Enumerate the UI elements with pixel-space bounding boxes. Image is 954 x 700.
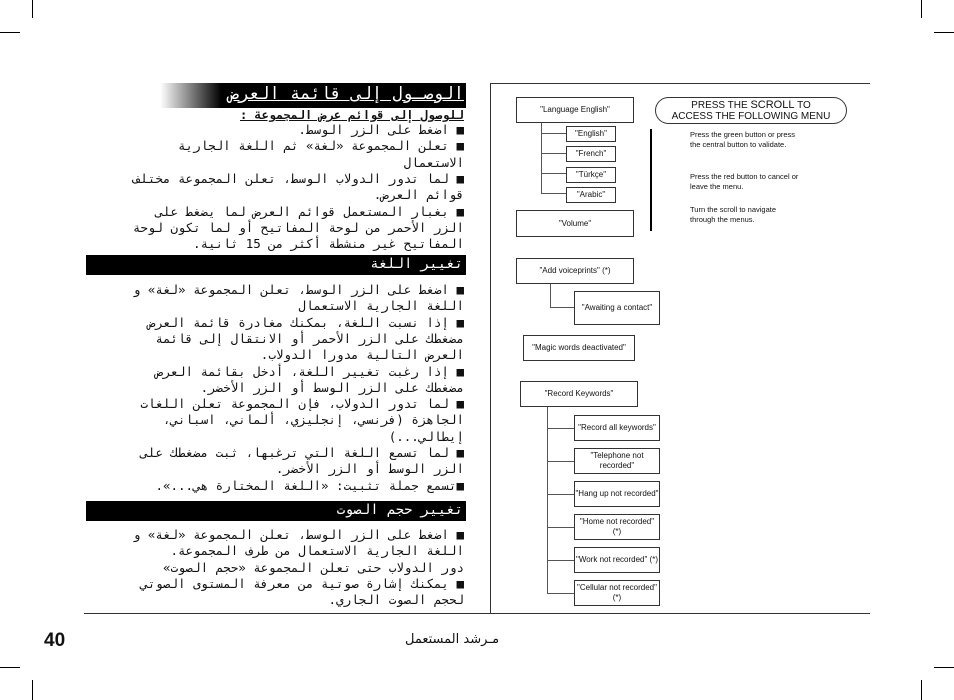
connector-line [547,560,574,561]
menu-box-add-voiceprints: "Add voiceprints" (*) [516,258,634,284]
menu-box-magic-words: "Magic words deactivated" [523,335,635,361]
text-line: قوائم العرض. [373,187,464,203]
text-line: العرض التالية مدورا الدولاب. [260,347,464,363]
access-subhead: للوصول إلى قوائم عرض المجموعة : [240,108,464,122]
connector-line [547,593,574,594]
text-line: اللغة الجارية الاستعمال [298,298,464,314]
record-option: "Record all keywords" [574,415,660,441]
instruction-marker [650,129,652,231]
text-line: ■ اضغط على الزر الوسط، تعلن المجموعة «لغة» و [132,282,464,297]
crop-mark [934,667,954,668]
text-line: ■ لما تدور الدولاب، فإن المجموعة تعلن اللغات [140,396,464,412]
crop-mark [32,0,33,18]
crop-mark [32,680,33,700]
text-line: إيطالي...) [388,428,464,444]
note-text: PRESS THE [691,99,751,111]
instruction-cancel: Press the red button to cancel or leave the menu. [690,172,799,191]
bottom-rule [84,613,870,614]
press-scroll-note [655,97,847,124]
instruction-validate: Press the green button or press the central button to validate. [690,130,796,149]
section-title: تغيير اللغة [370,256,463,272]
text-line: ■تسمع جملة تثبيت: «اللغة المختارة هي...». [155,477,464,493]
text-line: ■ اضغط على الزر الوسط، تعلن المجموعة «لغة» و [132,527,464,542]
connector-line [547,428,574,429]
connector-line [541,193,566,194]
text-line: مضغطك على الزر الوسط أو الزر الأخضر. [200,379,464,395]
text-line: ■ إذا نسبت اللغة، بمكنك مغادرة قائمة العرض [147,314,464,330]
menu-diagram [490,83,870,613]
text-line: الاستعمال [403,154,464,170]
record-option: "Work not recorded" (*) [574,547,660,573]
connector-line [547,494,574,495]
note-text-emph: SCROLL [750,98,795,111]
text-line: الجاهزة (فرنسي، إنجليزي، ألماني، اسباني، [162,412,464,428]
page-number: 40 [44,630,66,651]
main-heading-text: الوصـول إلى قائمة العرض [228,84,464,104]
menu-option-english: "English" [566,126,616,142]
text-line: ■ يمكنك إشارة صوتية من معرفة المستوى الصوتي [140,575,464,591]
menu-option-french: "French" [566,146,616,162]
section-heading-volume [86,501,466,521]
text-line: اللغة الجارية الاستعمال من طرف المجموعة. [170,543,464,559]
connector-line [550,307,574,308]
instruction-scroll: Turn the scroll to navigate through the menus. [690,205,777,224]
record-option: "Hang up not recorded" [574,481,660,507]
footer-title: مـرشد المستعمل [405,632,500,647]
connector-line [541,133,566,134]
text-line: ■ لما تسمع اللغة التي ترغبها، ثبت مضغطك على [140,445,464,460]
menu-option-awaiting-contact: "Awaiting a contact" [574,291,660,325]
connector-line [547,406,548,594]
connector-line [550,283,551,307]
text-line: الزر الأحمر من لوحة المفاتيح أو لما تكون لوحة [132,219,464,235]
text-line: الزر الوسط أو الزر الأخضر. [275,461,464,477]
connector-line [541,153,566,154]
crop-mark [0,667,20,668]
text-line: دور الدولاب حتى تعلن المجموعة «حجم الصوت» [162,559,464,575]
crop-mark [921,0,922,18]
crop-mark [934,32,954,33]
text-line: لحجم الصوت الجاري. [328,592,464,608]
connector-line [541,173,566,174]
record-option: "Telephone not recorded" [574,448,660,474]
menu-option-turkce: "Türkçe" [566,167,616,183]
section-title: تغيير حجم الصوت [336,502,463,518]
crop-mark [921,680,922,700]
text-line: المفاتيح غير منشطة أكثر من 15 ثانية. [193,236,464,252]
text-line: مضغطك على الزر الأحمر أو الانتقال إلى قائمة [155,330,464,346]
menu-box-record-keywords: "Record Keywords" [520,381,638,407]
text-line: ■ تعلن المجموعة «لغة» ثم اللغة الجارية [178,138,464,154]
connector-line [547,461,574,462]
menu-option-arabic: "Arabic" [566,187,616,203]
main-heading [84,83,466,108]
text-line: ■ بغبار المستعمل قوائم العرض لما يضغط على [155,203,464,219]
section-heading-language [86,255,466,275]
text-line: ■ إذا رغبت تغيير اللغة، أدخل بقائمة العرض [155,363,464,379]
text-line: ■ لما تدور الدولاب الوسط، تعلن المجموعة مختلف [132,170,464,186]
record-option: "Home not recorded" (*) [574,514,660,540]
connector-line [547,527,574,528]
record-option: "Cellular not recorded" (*) [574,580,660,606]
menu-box-language: "Language English" [516,97,634,123]
note-text: TO [794,99,811,111]
menu-box-volume: "Volume" [516,210,634,237]
note-text: ACCESS THE FOLLOWING MENU [671,110,831,122]
instructions-column [84,83,466,613]
text-line: ■ اضغط على الزر الوسط. [298,122,464,137]
crop-mark [0,32,20,33]
